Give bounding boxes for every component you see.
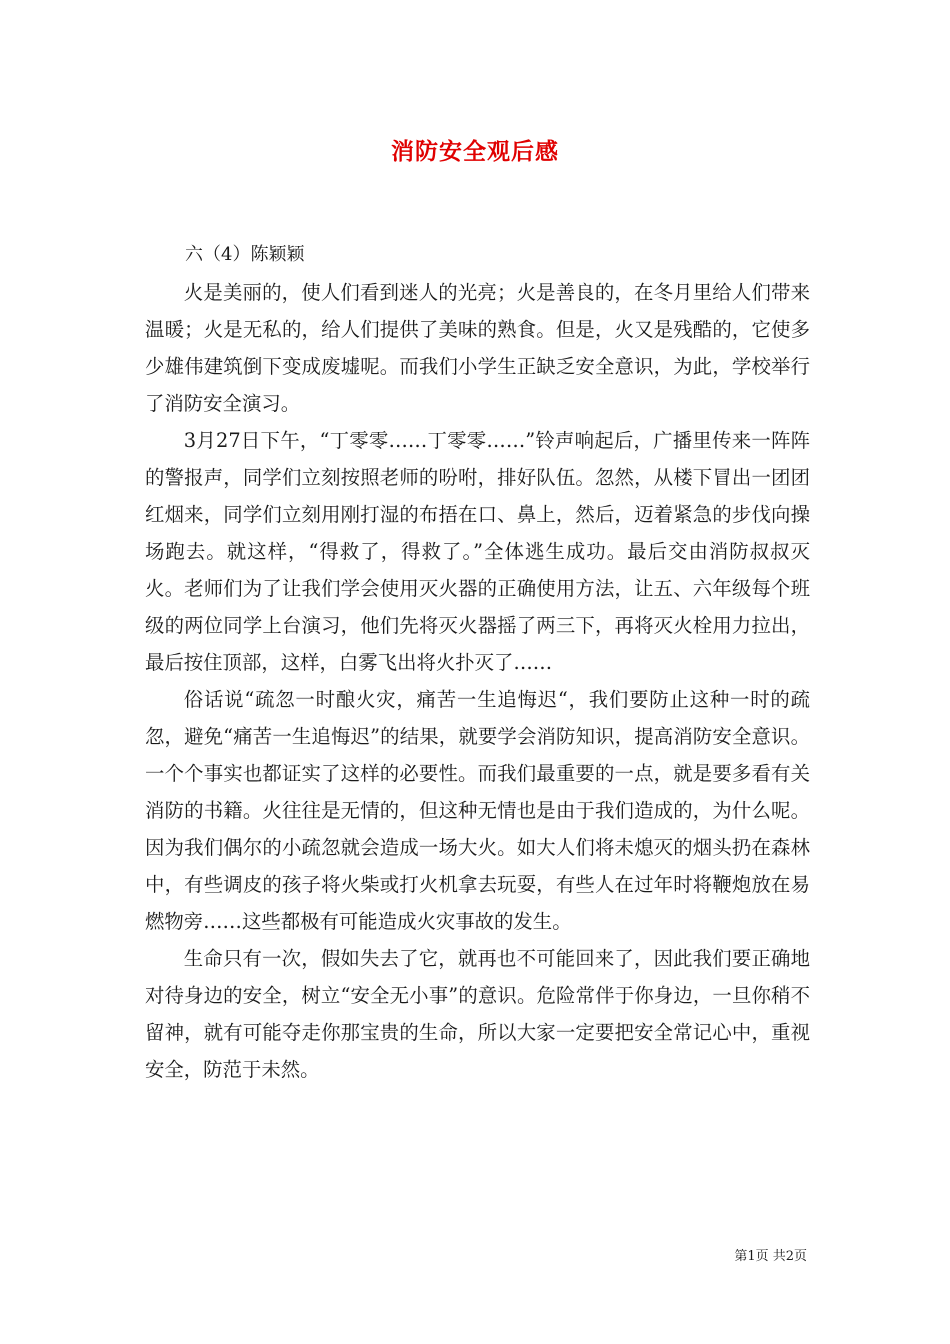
- paragraph-1: 火是美丽的，使人们看到迷人的光亮；火是善良的，在冬月里给人们带来温暖；火是无私的，给人们提供了美味的熟食。但是，火又是残酷的，它使多少雄伟建筑倒下变成废墟呢。而我们小学生正缺乏安全意识，为此，学校举行了消防安全演习。: [145, 281, 810, 415]
- page-number-footer: 第1页 共2页: [734, 1249, 807, 1264]
- author-line: 六（4）陈颖颖: [185, 244, 305, 265]
- paragraph-3: 俗话说“疏忽一时酿火灾，痛苦一生追悔迟“，我们要防止这种一时的疏忽，避免“痛苦一生追悔迟”的结果，就要学会消防知识，提高消防安全意识。一个个事实也都证实了这样的必要性。而我们最重要的一点，就是要多看有关消防的书籍。火往往是无情的，但这种无情也是由于我们造成的，为什么呢。因为我们偶尔的小疏忽就会造成一场大火。如大人们将未熄灭的烟头扔在森林中，有些调皮的孩子将火柴或打火机拿去玩耍，有些人在过年时将鞭炮放在易燃物旁……这些都极有可能造成火灾事故的发生。: [145, 688, 810, 933]
- document-body: [145, 274, 810, 1088]
- paragraph-2: 3月27日下午，“丁零零……丁零零……”铃声响起后，广播里传来一阵阵的警报声，同学们立刻按照老师的吩咐，排好队伍。忽然，从楼下冒出一团团红烟来，同学们立刻用刚打湿的布捂在口、鼻上，然后，迈着紧急的步伐向操场跑去。就这样，“得救了，得救了。”全体逃生成功。最后交由消防叔叔灭火。老师们为了让我们学会使用灭火器的正确使用方法，让五、六年级每个班级的两位同学上台演习，他们先将灭火器摇了两三下，再将灭火栓用力拉出，最后按住顶部，这样，白雾飞出将火扑灭了……: [145, 429, 810, 674]
- document-title: 消防安全观后感: [391, 138, 559, 165]
- paragraph-4: 生命只有一次，假如失去了它，就再也不可能回来了，因此我们要正确地对待身边的安全，树立“安全无小事”的意识。危险常伴于你身边，一旦你稍不留神，就有可能夺走你那宝贵的生命，所以大家一定要把安全常记心中，重视安全，防范于未然。: [145, 947, 810, 1081]
